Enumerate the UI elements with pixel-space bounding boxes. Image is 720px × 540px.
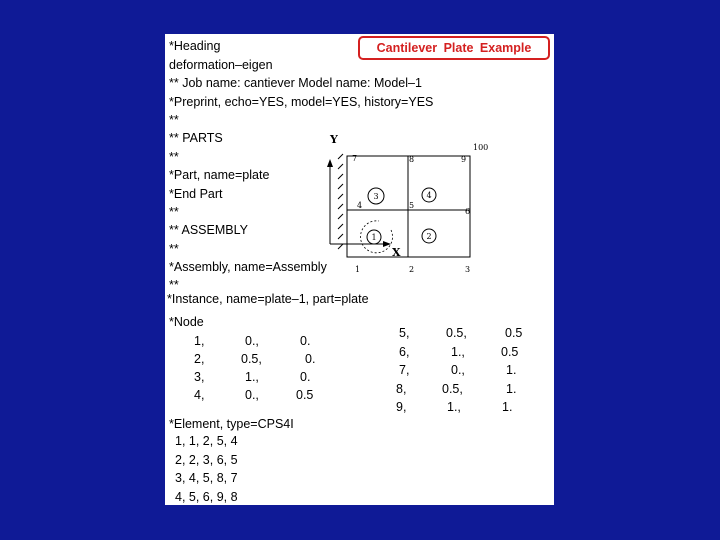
node-label: 6 bbox=[465, 207, 471, 216]
comment-line: ** bbox=[169, 205, 179, 219]
node-label: 1 bbox=[355, 265, 361, 274]
element-label: 3 bbox=[373, 192, 379, 201]
node-y: 0. bbox=[305, 352, 316, 366]
mesh-diagram bbox=[321, 114, 501, 274]
node-label: 2 bbox=[409, 265, 415, 274]
node-id: 8, bbox=[396, 382, 407, 396]
node-label: 8 bbox=[409, 155, 415, 164]
preprint-line: *Preprint, echo=YES, model=YES, history=YES bbox=[169, 95, 434, 109]
node-y: 1. bbox=[506, 363, 517, 377]
node-x: 0., bbox=[245, 334, 259, 348]
instance-line: *Instance, name=plate–1, part=plate bbox=[167, 292, 369, 306]
node-id: 1, bbox=[194, 334, 205, 348]
axis-y-label: Y bbox=[330, 133, 338, 146]
node-y: 0.5 bbox=[296, 388, 314, 402]
node-y: 1. bbox=[502, 400, 513, 414]
element-label: 1 bbox=[371, 233, 377, 242]
axis-x-label: X bbox=[392, 246, 401, 259]
node-x: 0.5, bbox=[241, 352, 262, 366]
element-label: 2 bbox=[426, 232, 432, 241]
end-part-line: *End Part bbox=[169, 187, 223, 201]
load-label: 100 bbox=[473, 143, 489, 152]
node-id: 4, bbox=[194, 388, 205, 402]
assembly-line: *Assembly, name=Assembly bbox=[169, 260, 327, 274]
node-id: 6, bbox=[399, 345, 410, 359]
node-label: 3 bbox=[465, 265, 471, 274]
node-header: *Node bbox=[169, 315, 204, 329]
parts-line: ** PARTS bbox=[169, 131, 223, 145]
comment-line: ** bbox=[169, 150, 179, 164]
node-x: 0.5, bbox=[446, 326, 467, 340]
node-x: 1., bbox=[447, 400, 461, 414]
element-row: 1, 1, 2, 5, 4 bbox=[175, 434, 238, 448]
node-y: 0. bbox=[300, 370, 311, 384]
deformation-line: deformation–eigen bbox=[169, 58, 273, 72]
node-label: 5 bbox=[409, 201, 415, 210]
node-id: 3, bbox=[194, 370, 205, 384]
comment-line: ** bbox=[169, 278, 179, 292]
node-id: 7, bbox=[399, 363, 410, 377]
comment-line: ** bbox=[169, 113, 179, 127]
node-x: 0.5, bbox=[442, 382, 463, 396]
node-id: 2, bbox=[194, 352, 205, 366]
node-x: 0., bbox=[245, 388, 259, 402]
element-label: 4 bbox=[426, 191, 432, 200]
element-header: *Element, type=CPS4I bbox=[169, 417, 294, 431]
node-y: 0. bbox=[300, 334, 311, 348]
element-row: 2, 2, 3, 6, 5 bbox=[175, 453, 238, 467]
job-name-line: ** Job name: cantiever Model name: Model–1 bbox=[169, 76, 422, 90]
fixed-support-hatch bbox=[338, 154, 343, 249]
node-x: 0., bbox=[451, 363, 465, 377]
node-id: 5, bbox=[399, 326, 410, 340]
heading-line: *Heading bbox=[169, 39, 221, 53]
slide-title: Cantilever Plate Example bbox=[358, 36, 550, 60]
node-label: 4 bbox=[357, 201, 363, 210]
part-line: *Part, name=plate bbox=[169, 168, 270, 182]
node-y: 0.5 bbox=[501, 345, 519, 359]
assembly-comment-line: ** ASSEMBLY bbox=[169, 223, 248, 237]
y-axis-arrow bbox=[327, 159, 333, 167]
comment-line: ** bbox=[169, 242, 179, 256]
element-row: 3, 4, 5, 8, 7 bbox=[175, 471, 238, 485]
node-y: 1. bbox=[506, 382, 517, 396]
node-label: 9 bbox=[461, 155, 467, 164]
node-x: 1., bbox=[245, 370, 259, 384]
slide bbox=[165, 34, 554, 505]
element-row: 4, 5, 6, 9, 8 bbox=[175, 490, 238, 504]
node-y: 0.5 bbox=[505, 326, 523, 340]
node-label: 7 bbox=[352, 154, 358, 163]
node-x: 1., bbox=[451, 345, 465, 359]
node-id: 9, bbox=[396, 400, 407, 414]
